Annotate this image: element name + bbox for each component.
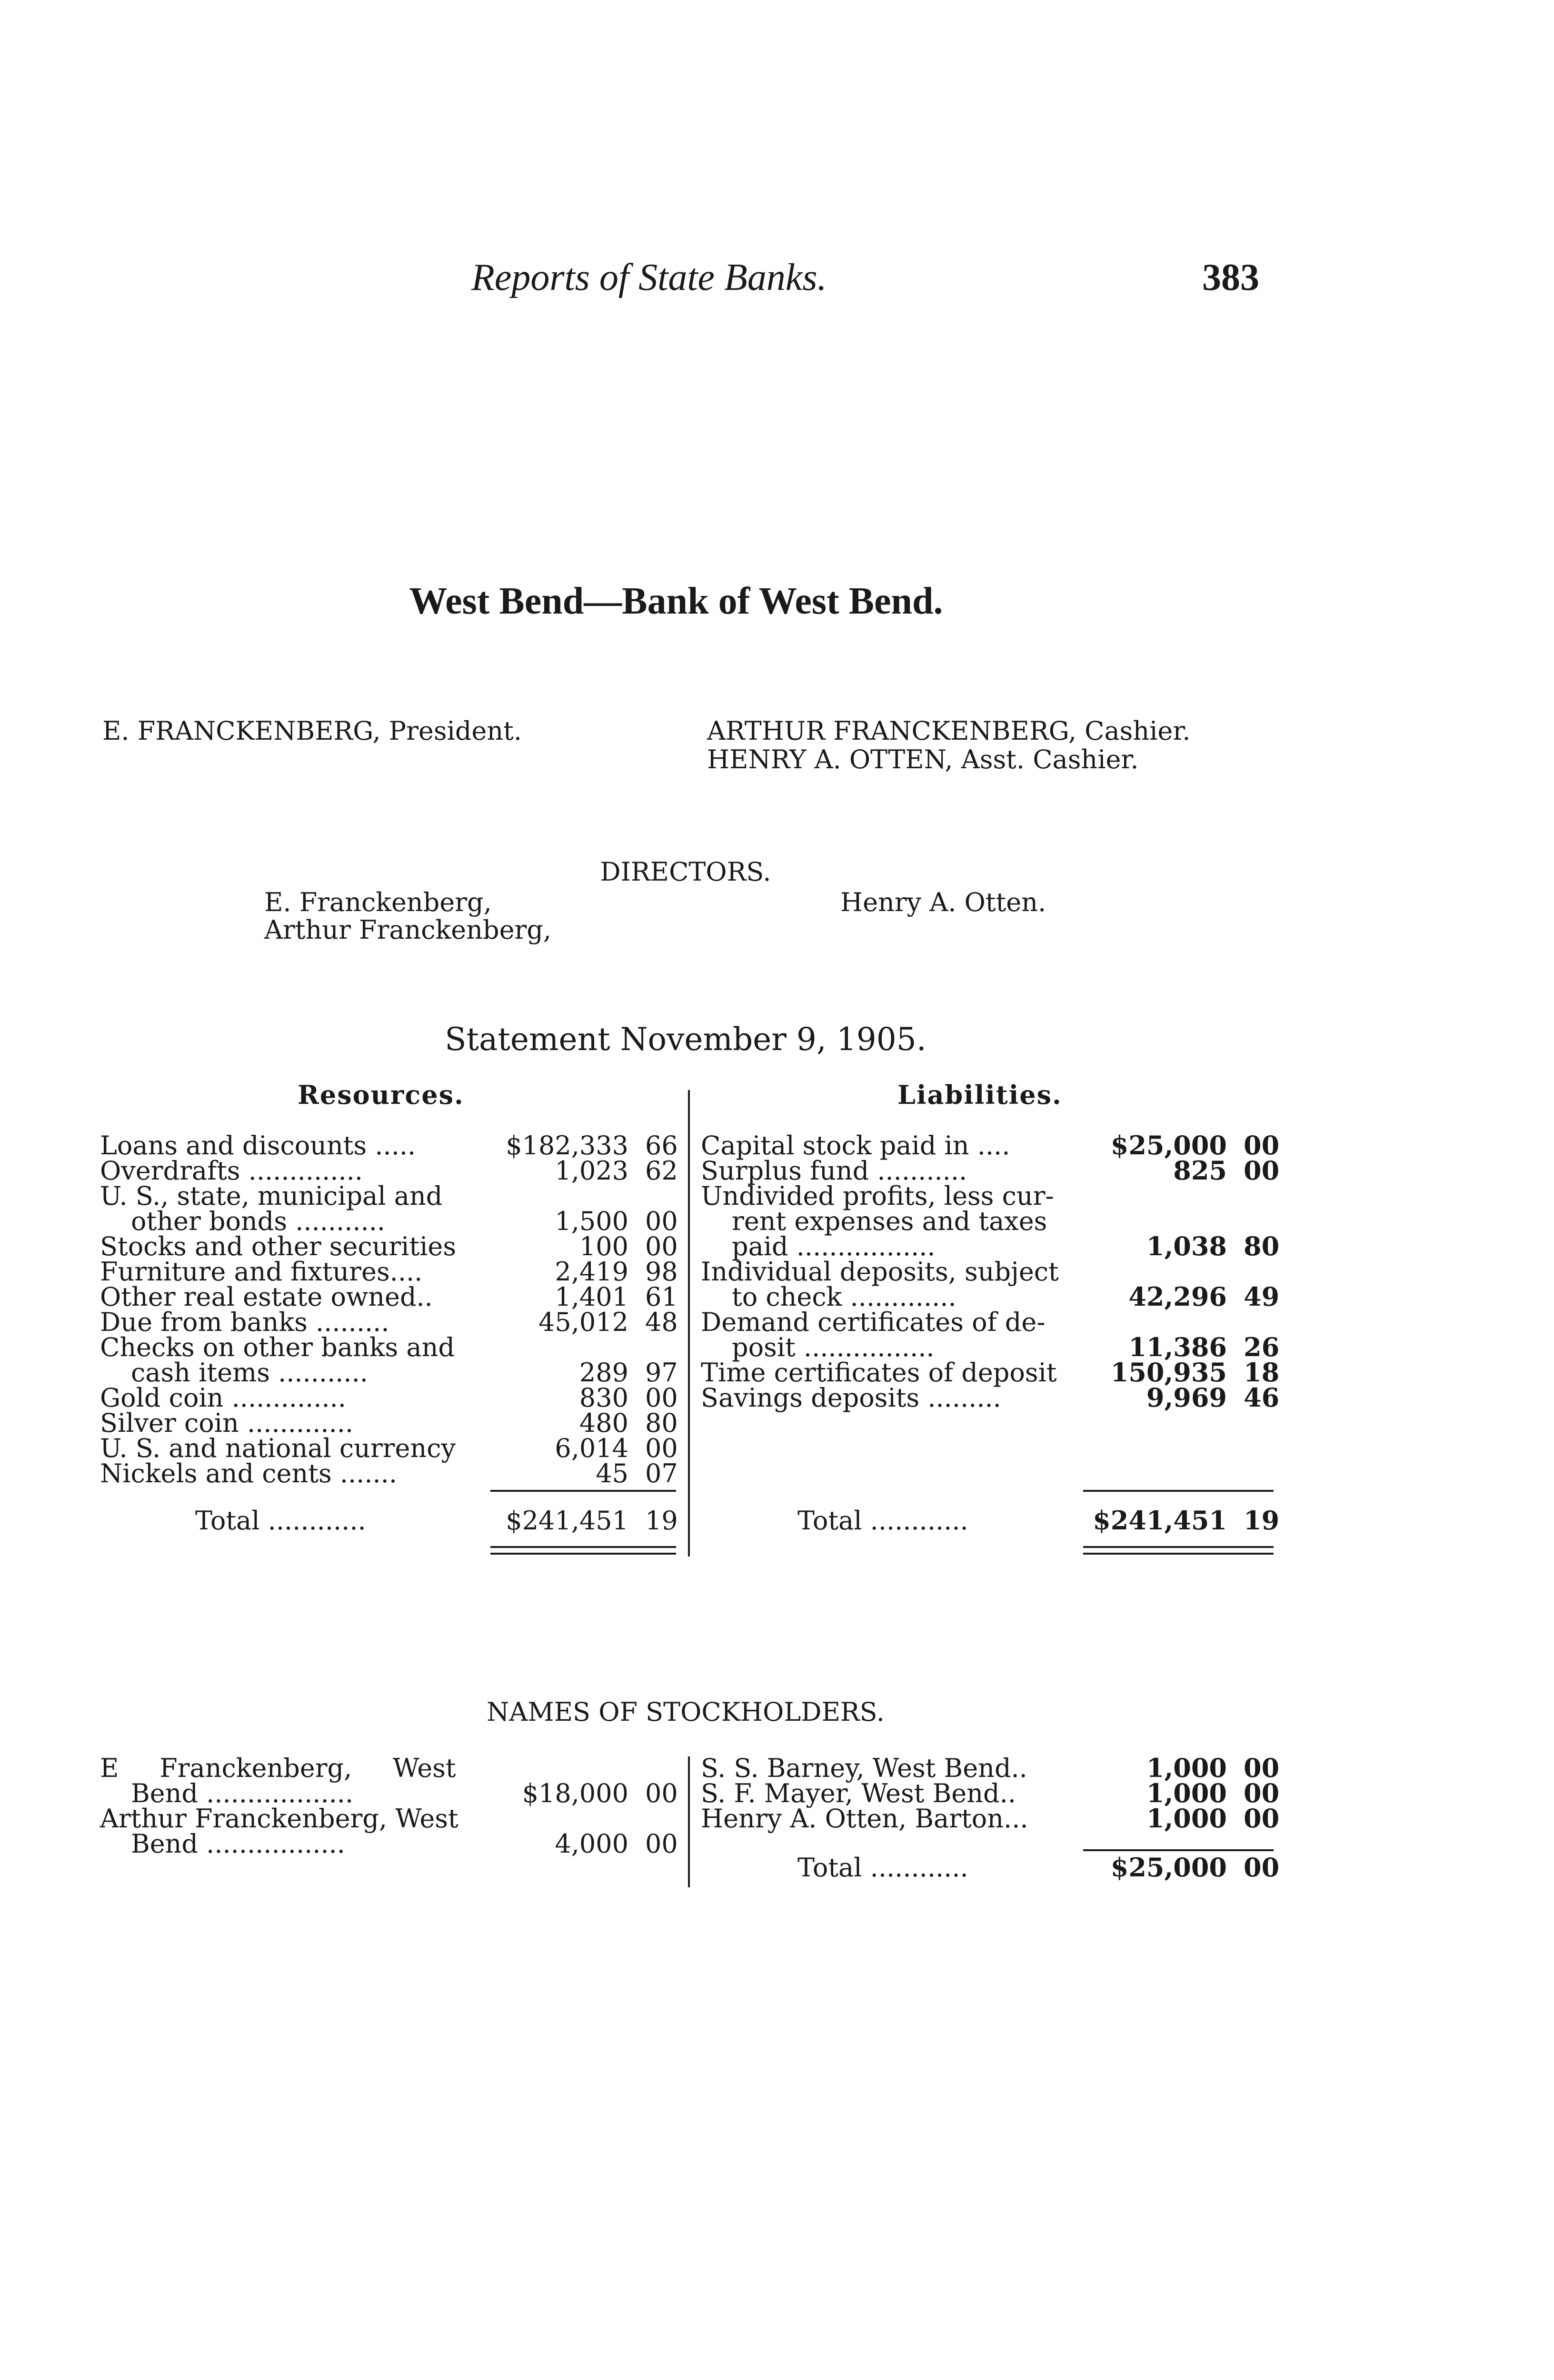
resource-row-label: U. S. and national currency [100,1433,456,1463]
stockholder-row-cents: 00 [1244,1778,1280,1808]
liabilities-total-row-label: Total ............ [797,1506,968,1536]
resource-row [100,1257,702,1287]
stockholders-total-row-dollars: $25,000 [1110,1852,1227,1883]
resource-row [100,1410,702,1436]
resource-row [100,1458,702,1488]
liability-row [701,1309,1301,1335]
rule-resources-total-1 [490,1546,676,1548]
liability-row-label: paid ................. [732,1231,936,1261]
resource-row-dollars: $182,333 [506,1130,628,1160]
resources-heading: Resources. [298,1080,464,1110]
stockholder-row-cents: 00 [645,1778,678,1808]
resource-row-cents: 07 [645,1458,678,1488]
resource-row [100,1358,702,1388]
stockholders-total-row [797,1852,1301,1883]
stockholders-heading: NAMES OF STOCKHOLDERS. [487,1697,885,1727]
liability-row-label: rent expenses and taxes [732,1206,1047,1236]
stockholder-row-label: Bend ................. [131,1829,345,1859]
resource-row [100,1183,702,1209]
resource-row [100,1332,702,1362]
liability-row-cents: 18 [1244,1357,1280,1388]
liability-row [701,1257,1301,1287]
directors-heading: DIRECTORS. [600,857,771,887]
liability-row [701,1155,1301,1186]
liability-row-dollars: 42,296 [1128,1281,1227,1312]
resource-row-dollars: 480 [579,1408,628,1438]
stockholder-row-dollars: 4,000 [555,1829,628,1859]
resource-row-dollars: 2,419 [555,1257,628,1287]
liability-row-label: Undivided profits, less cur- [701,1181,1054,1211]
liability-row [701,1130,1301,1160]
liability-row [701,1332,1301,1362]
resource-row-cents: 00 [645,1383,678,1413]
resource-row [100,1309,702,1335]
liabilities-total-row-cents: 19 [1244,1505,1280,1536]
stockholder-row-dollars: 1,000 [1146,1753,1227,1783]
director-name: Arthur Franckenberg, [264,915,552,945]
stockholder-row [701,1778,1301,1808]
running-title: Reports of State Banks. [471,257,827,298]
resource-row-label: Stocks and other securities [100,1231,457,1261]
resource-row-dollars: 1,500 [555,1206,628,1236]
stockholder-row [100,1778,702,1808]
resource-row-cents: 62 [645,1156,678,1186]
rule-stockholders-total [1083,1849,1274,1851]
liability-row [701,1357,1301,1388]
resource-row-dollars: 6,014 [555,1433,628,1463]
resources-total-row-dollars: $241,451 [506,1506,628,1536]
resource-row-dollars: 1,023 [555,1156,628,1186]
rule-liabilities-subtotal [1083,1490,1274,1492]
resource-row-cents: 61 [645,1282,678,1312]
rule-resources-subtotal [490,1490,676,1492]
rule-liabilities-total-2 [1083,1553,1274,1555]
resource-row-label: Silver coin ............. [100,1408,354,1438]
rule-liabilities-total-1 [1083,1546,1274,1548]
resource-row-cents: 00 [645,1433,678,1463]
liabilities-total-row-dollars: $241,451 [1093,1505,1227,1536]
resource-row-cents: 66 [645,1130,678,1160]
liability-row-cents: 46 [1244,1382,1280,1413]
liability-row-label: posit ................ [732,1332,935,1362]
director-name: Henry A. Otten. [840,887,1046,917]
liability-row-cents: 00 [1244,1130,1280,1160]
resource-row-dollars: 45 [596,1458,628,1488]
liability-row [701,1206,1301,1236]
stockholder-row-label: E Franckenberg, West [100,1753,456,1783]
stockholder-row-cents: 00 [1244,1753,1280,1783]
liability-row-label: Savings deposits ......... [701,1383,1001,1413]
resource-row-dollars: 289 [579,1358,628,1388]
stockholder-row-label: Henry A. Otten, Barton... [701,1804,1028,1834]
resource-row-label: U. S., state, municipal and [100,1181,443,1211]
stockholder-row-label: Arthur Franckenberg, West [100,1804,458,1834]
resource-row [100,1282,702,1312]
officer-president: E. FRANCKENBERG, President. [102,716,522,746]
liability-row-label: Demand certificates of de- [701,1307,1046,1337]
resources-total-row-label: Total ............ [195,1506,366,1536]
stockholder-row-dollars: 1,000 [1146,1803,1227,1834]
bank-title: West Bend—Bank of West Bend. [409,580,943,622]
resource-row-label: cash items ........... [131,1358,368,1388]
rule-resources-total-2 [490,1553,676,1555]
resource-row-label: Other real estate owned.. [100,1282,433,1312]
liability-row-cents: 00 [1244,1155,1280,1186]
resource-row-cents: 97 [645,1358,678,1388]
liability-row [701,1382,1301,1413]
resource-row-label: Overdrafts .............. [100,1156,363,1186]
page-number: 383 [1202,257,1259,298]
resource-row [100,1206,702,1236]
stockholders-total-row-label: Total ............ [797,1853,968,1883]
liability-row [701,1183,1301,1209]
liabilities-heading: Liabilities. [897,1080,1062,1110]
officer-asst-cashier: HENRY A. OTTEN, Asst. Cashier. [707,744,1139,774]
resource-row-dollars: 1,401 [555,1282,628,1312]
liability-row-label: Surplus fund ........... [701,1156,967,1186]
resource-row-label: Nickels and cents ....... [100,1458,398,1488]
resource-row-cents: 98 [645,1257,678,1287]
resource-row-label: Due from banks ......... [100,1307,389,1337]
stockholder-row-dollars: 1,000 [1146,1778,1227,1808]
resource-row-dollars: 100 [579,1231,628,1261]
resource-row [100,1231,702,1261]
liability-row-dollars: 150,935 [1110,1357,1227,1388]
resource-row [100,1130,702,1160]
liability-row-dollars: $25,000 [1110,1130,1227,1160]
stockholder-row-label: Bend .................. [131,1778,354,1808]
resource-row [100,1433,702,1463]
resource-row-label: other bonds ........... [131,1206,386,1236]
resource-row [100,1383,702,1413]
statement-heading: Statement November 9, 1905. [445,1021,926,1058]
resource-row-label: Furniture and fixtures.... [100,1257,423,1287]
liability-row-cents: 26 [1244,1332,1280,1362]
resources-total-row-cents: 19 [645,1506,678,1536]
liability-row-cents: 80 [1244,1231,1280,1261]
resource-row-cents: 00 [645,1231,678,1261]
resource-row [100,1156,702,1186]
liabilities-total-row [797,1505,1301,1536]
resource-row-cents: 00 [645,1206,678,1236]
resource-row-cents: 80 [645,1408,678,1438]
stockholder-row [701,1803,1301,1834]
stockholder-row-dollars: $18,000 [522,1778,628,1808]
liability-row-dollars: 825 [1173,1155,1227,1186]
stockholder-row [100,1755,702,1781]
resource-row-dollars: 45,012 [538,1307,628,1337]
liability-row-dollars: 1,038 [1146,1231,1227,1261]
liability-row-dollars: 11,386 [1128,1332,1227,1362]
liability-row-label: Capital stock paid in .... [701,1130,1010,1160]
liability-row [701,1231,1301,1261]
liability-row-cents: 49 [1244,1281,1280,1312]
stockholder-row-cents: 00 [645,1829,678,1859]
stockholder-row-label: S. S. Barney, West Bend.. [701,1753,1027,1783]
stockholder-row-label: S. F. Mayer, West Bend.. [701,1778,1016,1808]
stockholder-row [100,1829,702,1859]
resource-row-label: Loans and discounts ..... [100,1130,416,1160]
stockholder-row [701,1755,1301,1781]
director-name: E. Franckenberg, [264,887,492,917]
resource-row-label: Gold coin .............. [100,1383,346,1413]
resources-total-row [195,1506,702,1536]
stockholder-row-cents: 00 [1244,1803,1280,1834]
liability-row-label: Time certificates of deposit [701,1358,1057,1388]
resource-row-label: Checks on other banks and [100,1332,455,1362]
resource-row-dollars: 830 [579,1383,628,1413]
stockholders-total-row-cents: 00 [1244,1852,1280,1883]
liability-row-dollars: 9,969 [1146,1382,1227,1413]
liability-row-label: Individual deposits, subject [701,1257,1059,1287]
liability-row [701,1281,1301,1312]
liability-row-label: to check ............. [732,1282,956,1312]
stockholder-row [100,1804,702,1834]
officer-cashier: ARTHUR FRANCKENBERG, Cashier. [707,716,1191,746]
resource-row-cents: 48 [645,1307,678,1337]
